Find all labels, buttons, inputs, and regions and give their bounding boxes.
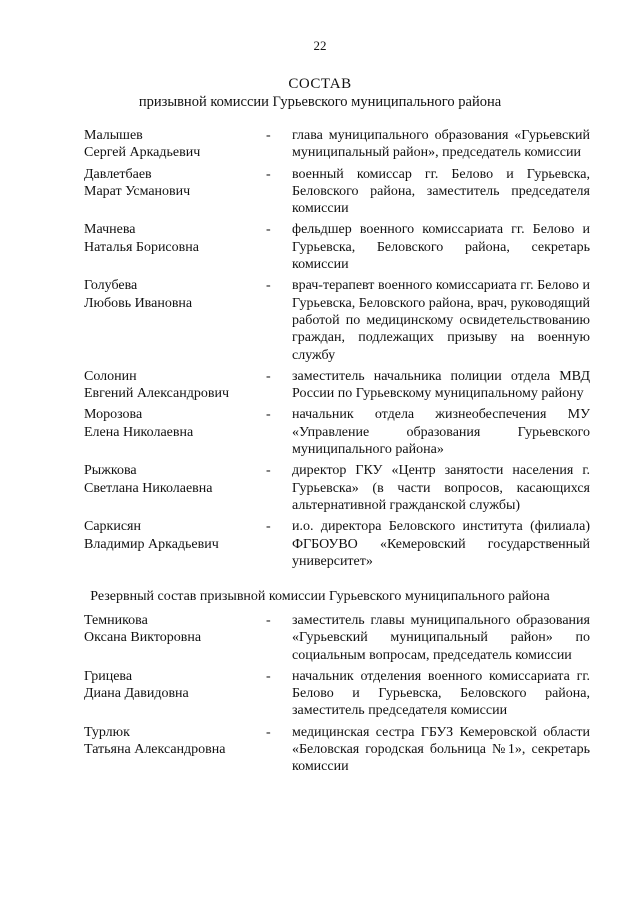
member-name <box>84 462 264 514</box>
member-dash: - <box>266 407 271 423</box>
member-given-name: Владимир Аркадьевич <box>84 536 219 552</box>
member-surname: Саркисян <box>84 519 141 535</box>
reserve-member-row <box>84 668 592 720</box>
member-given-name: Елена Николаевна <box>84 424 194 440</box>
member-name <box>84 724 264 776</box>
member-name <box>84 277 264 363</box>
document-title: СОСТАВ <box>288 76 352 92</box>
member-row <box>84 406 592 458</box>
member-name <box>84 518 264 570</box>
member-row <box>84 166 592 218</box>
reserve-member-row <box>84 724 592 776</box>
member-dash: - <box>266 278 271 294</box>
member-surname: Солонин <box>84 368 137 384</box>
member-given-name: Любовь Ивановна <box>84 295 193 311</box>
member-dash: - <box>266 128 271 143</box>
member-given-name: Сергей Аркадьевич <box>84 145 201 161</box>
page-number: 22 <box>313 38 327 53</box>
member-role: врач-терапевт военного комиссариата гг. Белово и Гурьевска, Беловского района, врач, руководящий работой по медицинскому освидетельствованию граждан, подлежащих призыву на военную службу <box>292 278 590 363</box>
member-given-name: Евгений Александрович <box>84 386 230 402</box>
member-row <box>84 221 592 273</box>
member-role: начальник отдела жизнеобеспечения МУ «Управление образования Гурьевского муниципального района» <box>292 407 590 458</box>
member-name <box>84 368 264 403</box>
member-role: заместитель главы муниципального образования «Гурьевский муниципальный район» по социальным вопросам, председатель комиссии <box>292 613 590 663</box>
member-name <box>84 406 264 458</box>
member-name <box>84 668 264 720</box>
member-role: начальник отделения военного комиссариата гг. Белово и Гурьевска, Беловского района, заместитель председателя комиссии <box>292 668 590 719</box>
member-role: глава муниципального образования «Гурьевский муниципальный район», председатель комиссии <box>292 128 590 161</box>
member-given-name: Татьяна Александровна <box>84 742 226 758</box>
member-dash: - <box>266 463 271 479</box>
member-surname: Темникова <box>84 613 148 628</box>
member-name <box>84 127 264 162</box>
member-role: заместитель начальника полиции отдела МВД России по Гурьевскому муниципальному району <box>292 368 590 402</box>
member-row <box>84 127 592 162</box>
member-row <box>84 277 592 363</box>
reserve-members-list <box>84 612 592 780</box>
commission-members-list <box>84 127 592 574</box>
member-role: директор ГКУ «Центр занятости населения г. Гурьевска» (в части вопросов, касающихся альтернативной гражданской службы) <box>292 463 590 513</box>
member-given-name: Светлана Николаевна <box>84 480 213 496</box>
member-given-name: Наталья Борисовна <box>84 239 199 255</box>
member-surname: Голубева <box>84 278 138 294</box>
member-surname: Морозова <box>84 407 143 423</box>
member-dash: - <box>266 668 271 684</box>
member-role: медицинская сестра ГБУЗ Кемеровской области «Беловская городская больница №1», секретарь комиссии <box>292 724 590 775</box>
reserve-section-heading: Резервный состав призывной комиссии Гурьевского муниципального района <box>90 589 550 604</box>
member-role: и.о. директора Беловского института (филиала) ФГБОУВО «Кемеровский государственный университет» <box>292 519 590 569</box>
member-dash: - <box>266 613 271 628</box>
member-dash: - <box>266 222 271 238</box>
member-surname: Давлетбаев <box>84 166 152 182</box>
member-dash: - <box>266 724 271 740</box>
member-dash: - <box>266 368 271 384</box>
member-row <box>84 518 592 570</box>
member-name <box>84 166 264 218</box>
reserve-member-row <box>84 612 592 664</box>
member-role: военный комиссар гг. Белово и Гурьевска, Беловского района, заместитель председателя комиссии <box>292 166 590 217</box>
document-subtitle: призывной комиссии Гурьевского муниципального района <box>138 94 502 110</box>
member-dash: - <box>266 519 271 535</box>
member-name <box>84 612 264 664</box>
member-surname: Малышев <box>84 128 143 143</box>
member-dash: - <box>266 166 271 182</box>
member-surname: Мачнева <box>84 222 136 238</box>
member-given-name: Диана Давидовна <box>84 686 189 702</box>
member-surname: Грицева <box>84 668 133 684</box>
member-role: фельдшер военного комиссариата гг. Белово и Гурьевска, Беловского района, секретарь комиссии <box>292 222 590 273</box>
member-row <box>84 368 592 403</box>
member-surname: Турлюк <box>84 724 130 740</box>
member-surname: Рыжкова <box>84 463 137 479</box>
member-name <box>84 221 264 273</box>
member-row <box>84 462 592 514</box>
member-given-name: Оксана Викторовна <box>84 630 202 646</box>
member-given-name: Марат Усманович <box>84 183 191 199</box>
